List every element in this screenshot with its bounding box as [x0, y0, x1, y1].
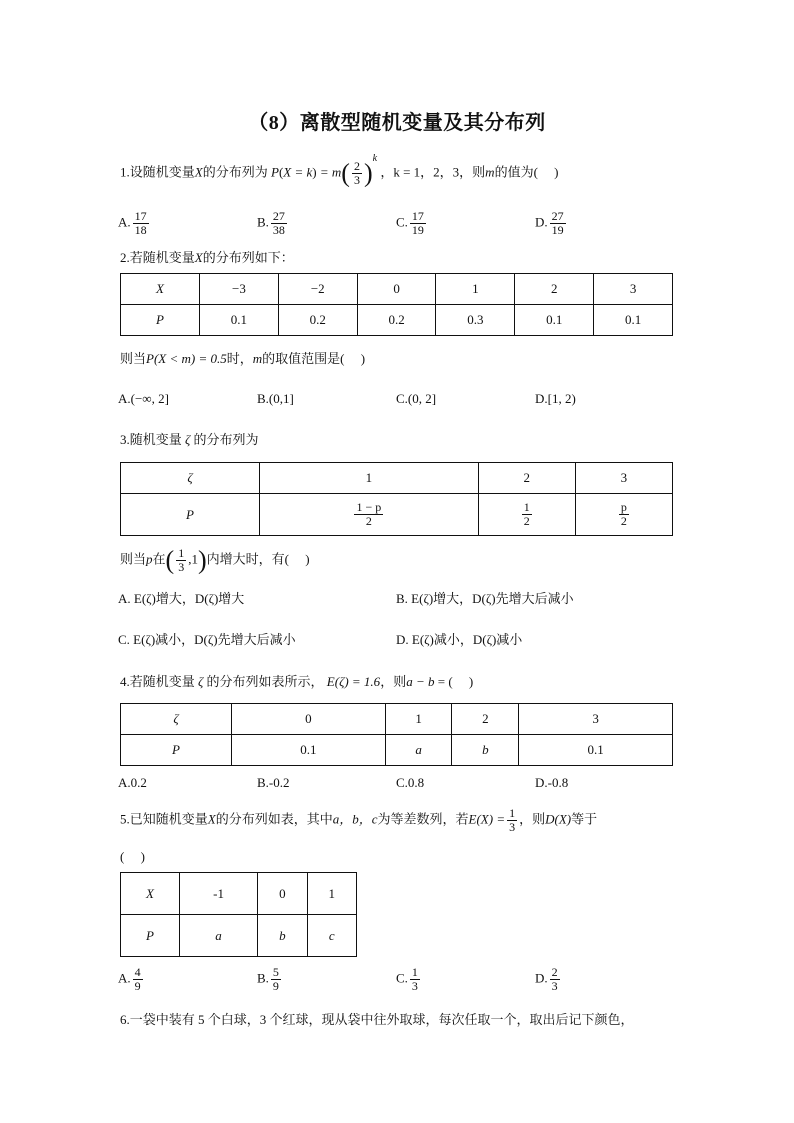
q5-option-c[interactable]: C. $\frac{1}{3}$	[396, 965, 418, 993]
q5-option-a[interactable]: A. $\frac{4}{9}$	[118, 965, 141, 993]
table-row: P 0.1 0.2 0.2 0.3 0.1 0.1	[121, 305, 673, 336]
question-5-paren: ( )	[120, 849, 145, 864]
question-2-condition: 则当P(X < m) = 0.5时，m的取值范围是( )	[120, 351, 366, 366]
q4-option-b[interactable]: B.-0.2	[257, 775, 290, 790]
table-row: P a b c	[121, 915, 357, 957]
q3-option-d[interactable]: D. E(ζ)减小，D(ζ)减小	[396, 632, 523, 647]
q2-distribution-table	[120, 273, 673, 336]
q3-option-b[interactable]: B. E(ζ)增大，D(ζ)先增大后减小	[396, 591, 574, 606]
table-row: ζ 1 2 3	[121, 463, 673, 494]
page-title: （8）离散型随机变量及其分布列	[248, 112, 546, 134]
question-6-stem: 6.一袋中装有 5 个白球，3 个红球，现从袋中往外取球，每次任取一个，取出后记下颜色，	[120, 1012, 634, 1027]
q3-option-a[interactable]: A. E(ζ)增大，D(ζ)增大	[118, 591, 245, 606]
table-row: X -1 0 1	[121, 873, 357, 915]
table-row: P $\frac{1 - p}{2}$ $\frac{1}{2}$ $\frac{p}{2}$	[121, 494, 673, 536]
q4-option-a[interactable]: A.0.2	[118, 775, 147, 790]
q5-distribution-table	[120, 872, 357, 957]
q2-option-d[interactable]: D.[1, 2)	[535, 391, 576, 406]
table-row: P 0.1 a b 0.1	[121, 735, 673, 766]
q2-option-c[interactable]: C.(0, 2]	[396, 391, 437, 406]
q1-option-d[interactable]: D. $\frac{27}{19}$	[535, 209, 564, 237]
q3-distribution-table	[120, 462, 673, 536]
question-5-stem: 5.已知随机变量X的分布列如表，其中a，b，c为等差数列，若E(X) = $\frac{1}{3}$ ，则D(X)等于	[120, 806, 598, 834]
q2-option-b[interactable]: B.(0,1]	[257, 391, 294, 406]
q4-option-c[interactable]: C.0.8	[396, 775, 425, 790]
q4-distribution-table	[120, 703, 673, 766]
q1-option-a[interactable]: A. $\frac{17}{18}$	[118, 209, 147, 237]
q1-fraction: $\frac{2}{3}$	[353, 158, 360, 187]
question-3-stem: 3.随机变量 ζ 的分布列为	[120, 432, 259, 447]
q3-option-c[interactable]: C. E(ζ)减小，D(ζ)先增大后减小	[118, 632, 296, 647]
q2-option-a[interactable]: A.(−∞, 2]	[118, 391, 169, 406]
q5-option-b[interactable]: B. $\frac{5}{9}$	[257, 965, 279, 993]
q1-option-b[interactable]: B. $\frac{27}{38}$	[257, 209, 285, 237]
table-row: ζ 0 1 2 3	[121, 704, 673, 735]
question-3-condition: 则当p在( $\frac{1}{3}$ ,1)内增大时，有( )	[120, 545, 310, 575]
q1-option-c[interactable]: C. $\frac{17}{19}$	[396, 209, 424, 237]
q4-option-d[interactable]: D.-0.8	[535, 775, 569, 790]
table-row: X −3 −2 0 1 2 3	[121, 274, 673, 305]
question-4-stem: 4.若随机变量 ζ 的分布列如表所示， E(ζ) = 1.6，则a − b = ( )	[120, 674, 474, 689]
q5-option-d[interactable]: D. $\frac{2}{3}$	[535, 965, 558, 993]
question-2-stem: 2.若随机变量X的分布列如下：	[120, 250, 294, 265]
question-1-stem: 1.设随机变量X的分布列为 P(X = k) = m( $\frac{2}{3}$ )$^k$ ，k = 1，2，3，则m的值为( )	[120, 153, 559, 188]
